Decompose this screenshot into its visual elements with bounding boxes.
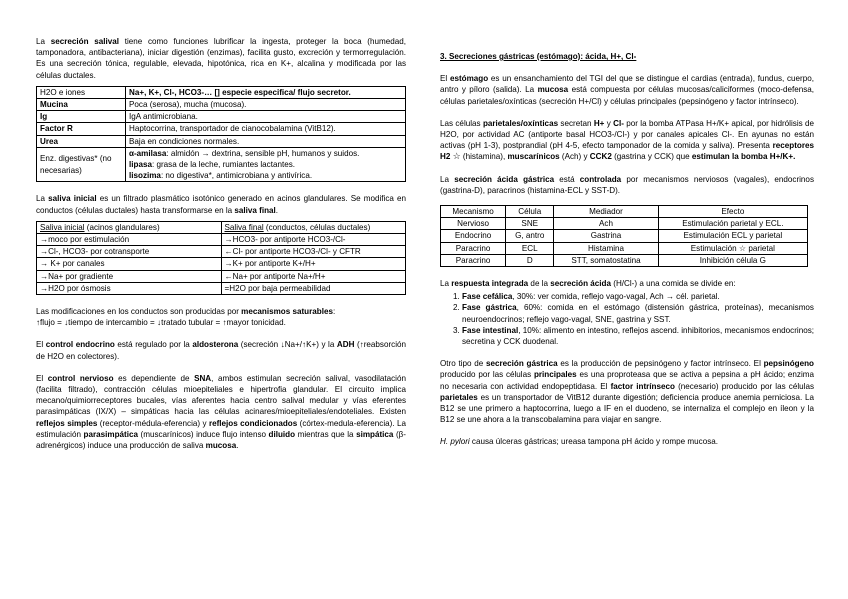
text: ↑flujo = ↓tiempo de intercambio = ↓tratado tubular = ↑mayor tonicidad.	[36, 318, 286, 328]
text: , 30%: ver comida, reflejo vago-vagal, Ach → cél. parietal.	[512, 292, 720, 302]
header-text: Saliva inicial	[40, 222, 85, 232]
text: La	[440, 279, 452, 289]
table-cell	[126, 86, 406, 98]
table-cell	[37, 135, 126, 147]
term: parasimpática	[83, 429, 138, 439]
text: es una proproteasa que se activa a pepsina a pH ácido; enzima no necesaria con actividad endopeptidasa. El	[440, 370, 814, 391]
table-cell: Paracrino	[441, 242, 506, 254]
text: está	[554, 174, 580, 184]
text: por mecanismos nerviosos (vagales), endocrinos (gastrina-D), paracrinos (histamina-ECL y SST-D).	[440, 174, 814, 195]
text: es un transportador de VitB12 durante digestión; deficiencia produce anemia perniciosa. La B12 se une primero a haptocorrina, luego a IF en el duodeno, se internaliza el complejo en íleon y la B12 se une ahora a la transcobalamina para viajar en sangre.	[440, 392, 814, 425]
term: lisozima	[129, 171, 161, 181]
cell-text: Factor R	[40, 124, 73, 134]
term: saliva final	[234, 205, 276, 215]
table-cell: =H2O por baja permeabilidad	[221, 282, 406, 294]
table-cell: Gastrina	[554, 230, 658, 242]
term: Fase intestinal	[462, 325, 519, 335]
term: muscarínicos	[507, 152, 560, 162]
term: aldosterona	[192, 340, 239, 350]
control-acido-paragraph	[440, 174, 814, 196]
text: , 60%: comida en el estómago (distensión gástrica, proteínas), mecanismos neuroendocrinos; reflejo vago-vagal, SNE, gastrina y SST.	[462, 303, 814, 324]
header-sub: (conductos, células ductales)	[263, 222, 371, 232]
table-cell: Histamina	[554, 242, 658, 254]
table-cell: ←Cl- por antiporte HCO3-/Cl- y CFTR	[221, 246, 406, 258]
list-item	[462, 291, 814, 302]
term: Fase cefálica	[462, 292, 513, 302]
term: receptores H2	[440, 141, 814, 162]
table-cell: Estimulación ☆ parietal	[658, 242, 807, 254]
list-item	[462, 302, 814, 324]
text: (necesario) producido por las células	[674, 381, 815, 391]
table-header	[37, 221, 222, 233]
table-header: Mediador	[554, 206, 658, 218]
right-column	[440, 51, 814, 448]
term-secrecion-salival: secreción salival	[50, 37, 119, 46]
text: por la bomba ATPasa H+/K+ apical, por hidrólisis de H2O, por actividad AC (antiporte basal HCO3-/Cl-) y por canales apicales Cl-. En ayunas no están activas (pH 1-3), postprandial (pH 4-5, efecto tamponador de la comida y saliva). Presenta	[440, 118, 815, 151]
cell-text: Ig	[40, 112, 48, 122]
heading-text: 3. Secreciones gástricas (estómago): ácida, H+, Cl-	[440, 52, 637, 61]
table-cell	[37, 99, 126, 111]
term: reflejos condicionados	[208, 418, 298, 428]
modificaciones-paragraph	[36, 306, 406, 328]
fases-list	[440, 291, 814, 347]
text: El	[440, 74, 450, 84]
table-row	[37, 258, 406, 270]
term: estómago	[449, 74, 489, 84]
control-endocrino-paragraph	[36, 339, 406, 361]
saliva-inicial-paragraph	[36, 193, 406, 215]
text: , ambos estimulan secreción salival, vasodilatación (facilita filtrado), contracción células mioepiteliales e hipertrofia glandular. El circuito implica mecano/quimiorreceptores bucales, vías aferentes hacia centro salival medular y vías eferentes parasimpáticas (IX/X) – simpáticas hacia las células acinares/mioepiteliales/endoteliales. Existen	[36, 373, 406, 417]
text: El	[36, 340, 46, 350]
table-header-row	[37, 221, 406, 233]
text: (histamina),	[460, 152, 508, 162]
table-row	[37, 86, 406, 98]
table-header-row	[441, 206, 808, 218]
term: secreción ácida	[550, 279, 611, 289]
saliva-comparison-table	[36, 221, 406, 295]
text: (↑reabsorción de H2O en colectores).	[36, 340, 406, 361]
text: Las células	[440, 118, 483, 128]
term: ADH	[336, 340, 355, 350]
table-cell: Ach	[554, 218, 658, 230]
saliva-composition-table	[36, 86, 406, 183]
table-cell: Poca (serosa), mucha (mucosa).	[126, 99, 406, 111]
term: estimulan la bomba H+/K+.	[691, 152, 796, 162]
header-text: Saliva final	[224, 222, 264, 232]
table-cell: →K+ por antiporte K+/H+	[221, 258, 406, 270]
text: , 10%: alimento en intestino, reflejos ascend. inhibitorios, mecanismos endocrinos; secretina y CCK duodenal.	[462, 325, 814, 347]
term: mecanismos saturables	[241, 307, 333, 317]
table-row	[37, 234, 406, 246]
table-row	[441, 254, 808, 266]
table-row	[37, 111, 406, 123]
text: : almidón → dextrina, sensible pH, humanos y suidos.	[166, 148, 360, 158]
table-row	[37, 147, 406, 182]
text: Otro tipo de	[440, 359, 487, 369]
term: H+	[593, 118, 605, 128]
table-cell: →Na+ por gradiente	[37, 270, 222, 282]
text: es un filtrado plasmático isotónico generado en acinos glandulares. Se modifica en conductos (células ductales) hasta transformarse en la	[36, 194, 406, 215]
mecanismos-table	[440, 205, 808, 267]
text: está regulado por la	[114, 340, 193, 350]
salival-intro-paragraph	[36, 36, 406, 81]
term: secreción ácida gástrica	[454, 174, 555, 184]
text: :	[332, 307, 336, 317]
text: producido por las células	[440, 370, 534, 380]
table-cell	[126, 147, 406, 182]
parietales-paragraph	[440, 118, 814, 163]
header-sub: (acinos glandulares)	[84, 222, 160, 232]
table-cell: Enz. digestivas* (no necesarias)	[37, 147, 126, 182]
term: SNA	[194, 373, 212, 383]
table-row	[37, 246, 406, 258]
text: (receptor-médula-eferencia) y	[97, 418, 209, 428]
table-cell: Haptocorrina, transportador de cianocobalamina (VitB12).	[126, 123, 406, 135]
table-cell: H2O e iones	[37, 86, 126, 98]
term: control nervioso	[47, 373, 114, 383]
term: factor intrínseco	[610, 381, 675, 391]
term-h-pylori: H. pylori	[440, 437, 470, 447]
pylori-paragraph	[440, 436, 814, 447]
table-cell: →HCO3- por antiporte HCO3-/Cl-	[221, 234, 406, 246]
text: secretan	[558, 118, 594, 128]
table-cell: Estimulación ECL y parietal	[658, 230, 807, 242]
table-row	[37, 270, 406, 282]
text: Las modificaciones en los conductos son producidas por	[36, 307, 242, 317]
table-cell: STT, somatostatina	[554, 254, 658, 266]
table-header: Mecanismo	[441, 206, 506, 218]
table-cell: →moco por estimulación	[37, 234, 222, 246]
respuesta-integrada-paragraph	[440, 278, 814, 289]
text: (β-adrenérgicos) induce una producción de saliva	[36, 429, 406, 451]
text: es dependiente de	[113, 373, 195, 383]
enzyme-line	[129, 170, 402, 181]
term: principales	[533, 370, 577, 380]
table-cell: Baja en condiciones normales.	[126, 135, 406, 147]
text: tiene como funciones lubrificar la ingesta, proteger la boca (humedad, tamponadora, antibacteriana), iniciar digestión (enzimas), facilita gusto, excreción y termorregulación. Es una secreción tónica, regulable, elevada, hipotónica, rica en K+, alcalina y modificada por las células ductales.	[36, 37, 406, 80]
pepsinogeno-paragraph	[440, 358, 814, 425]
table-cell: Estimulación parietal y ECL.	[658, 218, 807, 230]
table-cell: Paracrino	[441, 254, 506, 266]
text: es un ensanchamiento del TGI del que se distingue el cardias (entrada), fundus, cuerpo, antro y píloro (salida). La	[440, 74, 814, 95]
text: es la producción de pepsinógeno y factor intrínseco. El	[557, 359, 764, 369]
cell-text: Mucina	[40, 100, 68, 110]
estomago-paragraph	[440, 73, 814, 107]
text: (córtex-medula-eferencia). La estimulación	[36, 418, 406, 439]
table-row	[37, 135, 406, 147]
left-column	[36, 36, 406, 451]
text: La	[440, 174, 455, 184]
table-cell: → K+ por canales	[37, 258, 222, 270]
term: CCK2	[589, 152, 612, 162]
table-cell: ←Na+ por antiporte Na+/H+	[221, 270, 406, 282]
star-icon: ☆	[452, 151, 461, 162]
table-header: Efecto	[658, 206, 807, 218]
text: (Ach) y	[559, 152, 590, 162]
term: mucosa	[537, 85, 569, 95]
term: diluido	[268, 429, 296, 439]
text: : grasa de la leche, rumiantes lactantes.	[151, 160, 296, 170]
table-row	[441, 230, 808, 242]
text: (secreción ↓Na+/↑K+) y la	[238, 340, 337, 350]
term: mucosa	[205, 441, 237, 451]
enzyme-line	[129, 148, 402, 159]
term: lipasa	[129, 160, 152, 170]
text: (muscarínicos) induce flujo intenso	[137, 429, 269, 439]
cell-text: Na+, K+, Cl-, HCO3-… [] especie especifica/ flujo secretor.	[129, 87, 351, 97]
enzyme-line	[129, 159, 402, 170]
table-header	[221, 221, 406, 233]
text: .	[236, 441, 239, 451]
text: (gastrina y CCK) que	[611, 152, 692, 162]
table-cell: Endocrino	[441, 230, 506, 242]
table-cell: →H2O por ósmosis	[37, 282, 222, 294]
term: parietales	[440, 392, 478, 402]
table-cell: Nervioso	[441, 218, 506, 230]
text: y	[604, 118, 614, 128]
text: causa úlceras gástricas; ureasa tampona pH ácido y rompe mucosa.	[469, 437, 719, 447]
table-row	[441, 218, 808, 230]
term: pepsinógeno	[763, 359, 814, 369]
text: El	[36, 373, 48, 383]
table-header: Célula	[506, 206, 554, 218]
control-nervioso-paragraph	[36, 373, 406, 451]
table-cell: →Cl-, HCO3- por cotransporte	[37, 246, 222, 258]
table-row	[441, 242, 808, 254]
table-cell: D	[506, 254, 554, 266]
table-row	[37, 123, 406, 135]
table-cell: G, antro	[506, 230, 554, 242]
section-heading	[440, 51, 814, 62]
term: Fase gástrica	[462, 303, 517, 313]
text: La	[36, 37, 51, 46]
text: La	[36, 194, 49, 204]
term: simpática	[356, 429, 394, 439]
term: α-amilasa	[129, 148, 167, 158]
term: Cl-	[613, 118, 624, 128]
table-cell: Inhibición célula G	[658, 254, 807, 266]
text: (H/Cl-) a una comida se divide en:	[611, 279, 736, 289]
text: de la	[528, 279, 551, 289]
text: .	[275, 205, 279, 215]
text: mientras que la	[295, 429, 357, 439]
term: parietales/oxínticas	[482, 118, 559, 128]
table-row	[37, 282, 406, 294]
term: reflejos simples	[36, 418, 98, 428]
table-cell: IgA antimicrobiana.	[126, 111, 406, 123]
text: está compuesta por células mucosas/caliciformes (moco-defensa, células parietales/oxínticas (secreción H+/Cl) y células principales (pepsinógeno y factor intrínseco).	[440, 85, 814, 106]
term: control endocrino	[45, 340, 115, 350]
term: saliva inicial	[48, 194, 97, 204]
cell-text: Urea	[40, 136, 58, 146]
term: secreción gástrica	[486, 359, 558, 369]
text: : no digestiva*, antimicrobiana y antivírica.	[160, 171, 313, 181]
table-cell	[37, 123, 126, 135]
list-item	[462, 325, 814, 347]
table-cell: ECL	[506, 242, 554, 254]
table-cell	[37, 111, 126, 123]
term: controlada	[579, 174, 622, 184]
table-row	[37, 99, 406, 111]
table-cell: SNE	[506, 218, 554, 230]
term: respuesta integrada	[451, 279, 529, 289]
